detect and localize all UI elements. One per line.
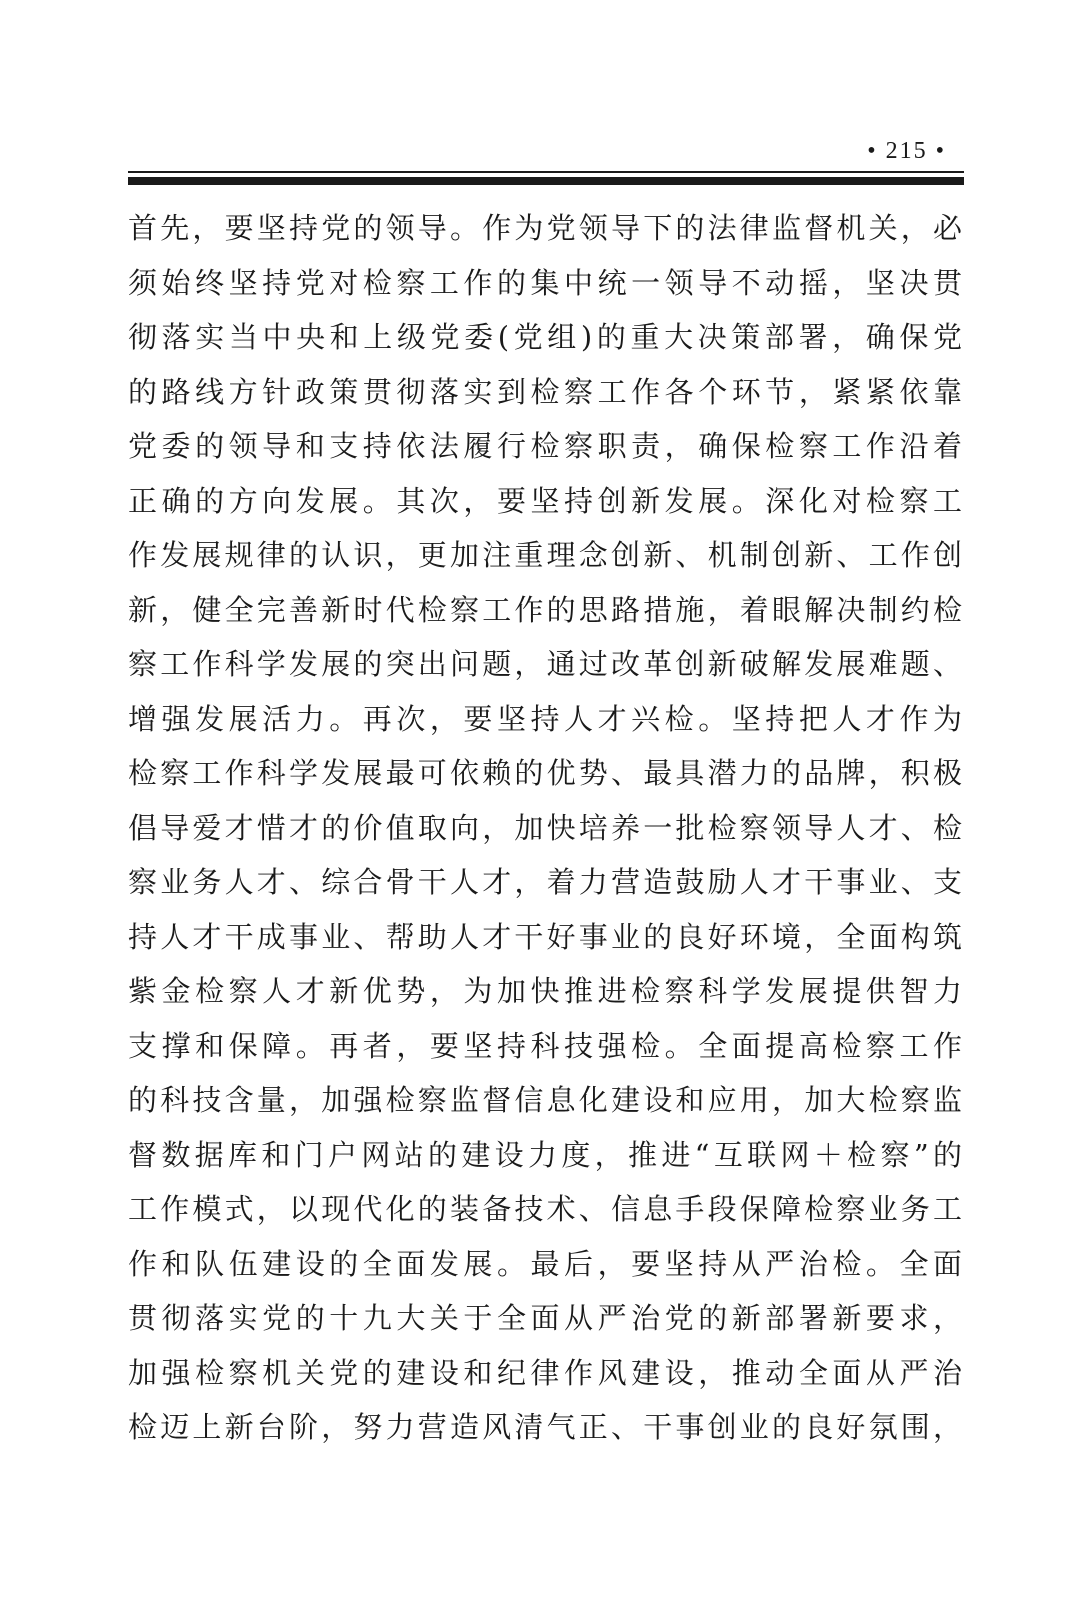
text-line: 须始终坚持党对检察工作的集中统一领导不动摇，坚决贯 — [128, 265, 962, 300]
text-line: 的路线方针政策贯彻落实到检察工作各个环节，紧紧依靠 — [128, 374, 962, 409]
text-line: 彻落实当中央和上级党委(党组)的重大决策部署，确保党 — [128, 320, 962, 354]
text-line: 作和队伍建设的全面发展。最后，要坚持从严治检。全面 — [128, 1246, 962, 1281]
text-line: 新，健全完善新时代检察工作的思路措施，着眼解决制约检 — [128, 592, 962, 627]
header-rule-thin — [128, 171, 964, 173]
text-line: 倡导爱才惜才的价值取向，加快培养一批检察领导人才、检 — [128, 810, 962, 845]
text-line: 增强发展活力。再次，要坚持人才兴检。坚持把人才作为 — [128, 701, 962, 736]
text-line: 正确的方向发展。其次，要坚持创新发展。深化对检察工 — [128, 483, 962, 518]
body-text — [128, 209, 962, 1463]
header-rule-thick — [128, 177, 964, 185]
text-line: 察工作科学发展的突出问题，通过改革创新破解发展难题、 — [128, 647, 962, 681]
text-line: 工作模式，以现代化的装备技术、信息手段保障检察业务工 — [128, 1192, 962, 1226]
text-line: 检迈上新台阶，努力营造风清气正、干事创业的良好氛围， — [128, 1410, 962, 1444]
text-line: 察业务人才、综合骨干人才，着力营造鼓励人才干事业、支 — [128, 865, 962, 899]
text-line: 党委的领导和支持依法履行检察职责，确保检察工作沿着 — [128, 429, 962, 463]
text-line: 贯彻落实党的十九大关于全面从严治党的新部署新要求， — [128, 1301, 962, 1335]
page-number: • 215 • — [867, 138, 946, 164]
text-line: 督数据库和门户网站的建设力度，推进“互联网＋检察”的 — [128, 1137, 962, 1172]
text-line: 持人才干成事业、帮助人才干好事业的良好环境，全面构筑 — [128, 919, 962, 954]
text-line: 的科技含量，加强检察监督信息化建设和应用，加大检察监 — [128, 1083, 962, 1117]
text-line: 首先，要坚持党的领导。作为党领导下的法律监督机关，必 — [128, 211, 962, 245]
text-line: 检察工作科学发展最可依赖的优势、最具潜力的品牌，积极 — [128, 756, 962, 790]
text-line: 作发展规律的认识，更加注重理念创新、机制创新、工作创 — [128, 538, 962, 572]
text-line: 紫金检察人才新优势，为加快推进检察科学发展提供智力 — [128, 974, 962, 1008]
text-line: 支撑和保障。再者，要坚持科技强检。全面提高检察工作 — [128, 1028, 962, 1063]
text-line: 加强检察机关党的建设和纪律作风建设，推动全面从严治 — [128, 1355, 962, 1390]
